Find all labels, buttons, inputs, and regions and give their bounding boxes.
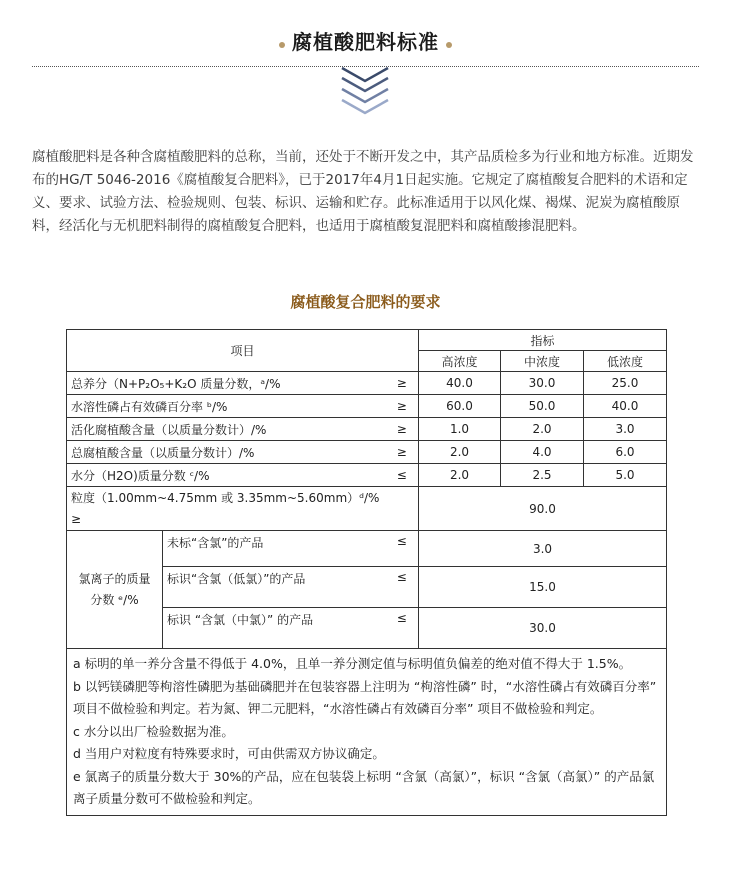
row-high: 40.0 (419, 372, 501, 395)
chloride-symbol: ≤ (386, 608, 419, 649)
row-low: 5.0 (584, 464, 667, 487)
header-item: 项目 (67, 330, 419, 372)
granule-symbol: ≥ (71, 511, 82, 526)
row-mid: 2.0 (501, 418, 584, 441)
chloride-item: 标识 “含氯（中氯）” 的产品 (163, 608, 386, 649)
granule-label: 粒度（1.00mm~4.75mm 或 3.35mm~5.60mm）ᵈ/% (71, 490, 380, 505)
chloride-value: 15.0 (419, 567, 667, 608)
note-a: a 标明的单一养分含量不得低于 4.0%，且单一养分测定值与标明值负偏差的绝对值不得大于 1.5%。 (73, 656, 632, 671)
chloride-item: 未标“含氯”的产品 (163, 531, 386, 567)
row-low: 40.0 (584, 395, 667, 418)
chevron-down-icon (336, 64, 394, 124)
table-caption: 腐植酸复合肥料的要求 (290, 293, 441, 311)
header-index: 指标 (419, 330, 667, 351)
row-item: 总腐植酸含量（以质量分数计）/% (67, 441, 386, 464)
chloride-value: 30.0 (419, 608, 667, 649)
chloride-label: 氯离子的质量分数 ᵉ/% (67, 531, 163, 649)
page-header (0, 22, 731, 62)
table-notes (67, 649, 667, 816)
table-row-granule (67, 487, 667, 531)
row-symbol: ≥ (386, 418, 419, 441)
table-row (67, 372, 667, 395)
header-high: 高浓度 (419, 351, 501, 372)
requirements-table (66, 329, 667, 816)
header-low: 低浓度 (584, 351, 667, 372)
row-mid: 30.0 (501, 372, 584, 395)
row-high: 2.0 (419, 441, 501, 464)
header-mid: 中浓度 (501, 351, 584, 372)
chloride-item: 标识“含氯（低氯）”的产品 (163, 567, 386, 608)
row-low: 25.0 (584, 372, 667, 395)
table-row (67, 464, 667, 487)
row-mid: 4.0 (501, 441, 584, 464)
note-b: b 以钙镁磷肥等枸溶性磷肥为基础磷肥并在包装容器上注明为 “枸溶性磷” 时，“水溶性磷占有效磷百分率” 项目不做检验和判定。若为氮、钾二元肥料，“水溶性磷占有效磷百分率” 项目不做检验和判定。 (73, 678, 657, 716)
row-mid: 2.5 (501, 464, 584, 487)
granule-value: 90.0 (419, 487, 667, 531)
table-row (67, 441, 667, 464)
table-row (67, 395, 667, 418)
left-dot-icon (279, 42, 285, 48)
page-title: 腐植酸肥料标准 (292, 30, 439, 54)
row-item: 总养分（N+P₂O₅+K₂O 质量分数，ᵃ/% (67, 372, 386, 395)
row-high: 1.0 (419, 418, 501, 441)
row-high: 2.0 (419, 464, 501, 487)
right-dot-icon (446, 42, 452, 48)
intro-paragraph: 腐植酸肥料是各种含腐植酸肥料的总称，当前，还处于不断开发之中，其产品质检多为行业和地方标准。近期发布的HG/T 5046-2016《腐植酸复合肥料》，已于2017年4月1日起实施。它规定了腐植酸复合肥料的术语和定义、要求、试验方法、检验规则、包装、标识、运输和贮存。此标准适用于以风化煤、褐煤、泥炭为腐植酸原料，经活化与无机肥料制得的腐植酸复合肥料，也适用于腐植酸复混肥料和腐植酸掺混肥料。 (32, 149, 694, 234)
chloride-value: 3.0 (419, 531, 667, 567)
row-low: 6.0 (584, 441, 667, 464)
table-header-row (67, 330, 667, 351)
row-low: 3.0 (584, 418, 667, 441)
chloride-symbol: ≤ (386, 531, 419, 567)
note-c: c 水分以出厂检验数据为准。 (73, 723, 234, 739)
chloride-symbol: ≤ (386, 567, 419, 608)
note-e: e 氯离子的质量分数大于 30%的产品，应在包装袋上标明 “含氯（高氯）”，标识 “含氯（高氯）” 的产品氯离子质量分数可不做检验和判定。 (73, 768, 655, 806)
row-symbol: ≥ (386, 395, 419, 418)
table-row (67, 418, 667, 441)
granule-item (67, 487, 419, 531)
note-d: d 当用户对粒度有特殊要求时，可由供需双方协议确定。 (73, 746, 385, 761)
row-symbol: ≥ (386, 441, 419, 464)
row-symbol: ≥ (386, 372, 419, 395)
row-item: 水溶性磷占有效磷百分率 ᵇ/% (67, 395, 386, 418)
table-notes-row (67, 649, 667, 816)
row-item: 水分（H2O)质量分数 ᶜ/% (67, 464, 386, 487)
row-symbol: ≤ (386, 464, 419, 487)
table-row-chloride (67, 531, 667, 567)
row-high: 60.0 (419, 395, 501, 418)
row-item: 活化腐植酸含量（以质量分数计）/% (67, 418, 386, 441)
row-mid: 50.0 (501, 395, 584, 418)
